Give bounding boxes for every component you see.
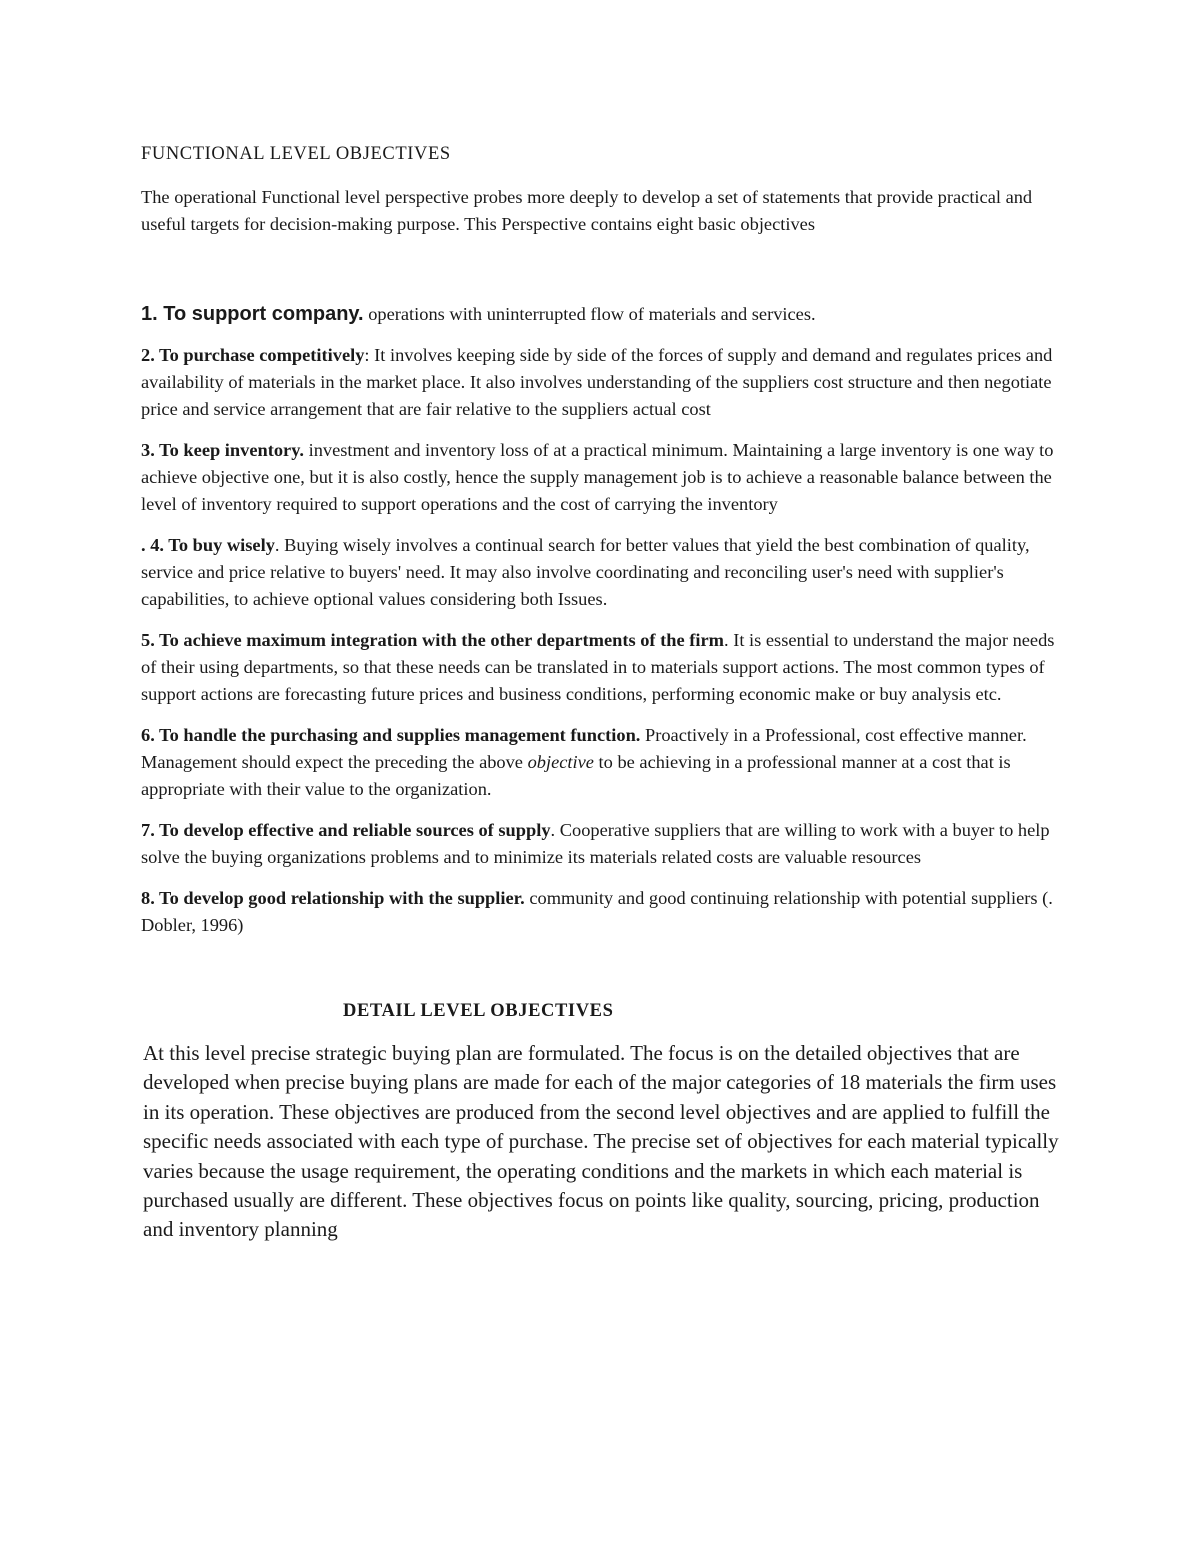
objective-5-text: . It is essential to understand the major needs of their using departments, so that these needs can be translated in to materials support actions. The most common types of support actions are forecasting future prices and business conditions, performing economic make or buy analysis etc. bbox=[141, 630, 1055, 704]
objective-3-text: investment and inventory loss of at a practical minimum. Maintaining a large inventory is one way to achieve objective one, but it is also costly, hence the supply management job is to achieve a reasonable balance between the level of inventory required to support operations and the cost of carrying the inventory bbox=[141, 440, 1054, 514]
objective-1-text: operations with uninterrupted flow of materials and services. bbox=[363, 304, 816, 324]
objective-6-text-before: Proactively in a Professional, cost effective manner. Management should expect the preceding the above bbox=[141, 725, 1027, 772]
objective-6 bbox=[141, 722, 1066, 803]
detail-body: At this level precise strategic buying plan are formulated. The focus is on the detailed objectives that are developed when precise buying plans are made for each of the major categories of 18 materials the firm uses in its operation. These objectives are produced from the second level objectives and are applied to fulfill the specific needs associated with each type of purchase. The precise set of objectives for each material typically varies because the usage requirement, the operating conditions and the markets in which each material is purchased usually are different. These objectives focus on points like quality, sourcing, pricing, production and inventory planning bbox=[143, 1041, 1059, 1242]
objective-7-lead: 7. To develop effective and reliable sources of supply bbox=[141, 820, 551, 840]
objective-6-text-after: to be achieving in a professional manner at a cost that is appropriate with their value to the organization. bbox=[141, 752, 1011, 799]
objective-2-lead: 2. To purchase competitively bbox=[141, 345, 365, 365]
objective-4 bbox=[141, 532, 1066, 613]
objective-5 bbox=[141, 627, 1066, 708]
objective-2-text: : It involves keeping side by side of the forces of supply and demand and regulates prices and availability of materials in the market place. It also involves understanding of the suppliers cost structure and then negotiate price and service arrangement that are fair relative to the suppliers actual cost bbox=[141, 345, 1053, 419]
objective-8-text: community and good continuing relationship with potential suppliers (. Dobler, 1996) bbox=[141, 888, 1053, 935]
objective-7 bbox=[141, 817, 1066, 871]
objective-4-text: . Buying wisely involves a continual search for better values that yield the best combination of quality, service and price relative to buyers' need. It may also involve coordinating and reconciling user's need with supplier's capabilities, to achieve optional values considering both Issues. bbox=[141, 535, 1030, 609]
detail-section bbox=[141, 998, 1066, 1245]
objective-7-text: . Cooperative suppliers that are willing to work with a buyer to help solve the buying organizations problems and to minimize its materials related costs are valuable resources bbox=[141, 820, 1050, 867]
objective-8 bbox=[141, 885, 1066, 939]
objective-3 bbox=[141, 437, 1066, 518]
objective-8-lead: 8. To develop good relationship with the supplier. bbox=[141, 888, 525, 908]
objective-2 bbox=[141, 342, 1066, 423]
document-page bbox=[141, 141, 1066, 1266]
functional-intro: The operational Functional level perspective probes more deeply to develop a set of statements that provide practical and useful targets for decision-making purpose. This Perspective contains eight basic objectives bbox=[141, 187, 1033, 234]
objectives-list bbox=[141, 301, 1066, 939]
detail-heading: DETAIL LEVEL OBJECTIVES bbox=[343, 1001, 614, 1021]
objective-4-lead: . 4. To buy wisely bbox=[141, 535, 275, 555]
objective-6-italic: objective bbox=[527, 752, 594, 772]
objective-1 bbox=[141, 301, 1066, 328]
functional-heading: FUNCTIONAL LEVEL OBJECTIVES bbox=[141, 144, 451, 164]
objective-1-lead: 1. To support company. bbox=[141, 303, 364, 325]
objective-3-lead: 3. To keep inventory. bbox=[141, 440, 304, 460]
objective-5-lead: 5. To achieve maximum integration with the other departments of the firm bbox=[141, 630, 724, 650]
objective-6-lead: 6. To handle the purchasing and supplies management function. bbox=[141, 725, 641, 745]
